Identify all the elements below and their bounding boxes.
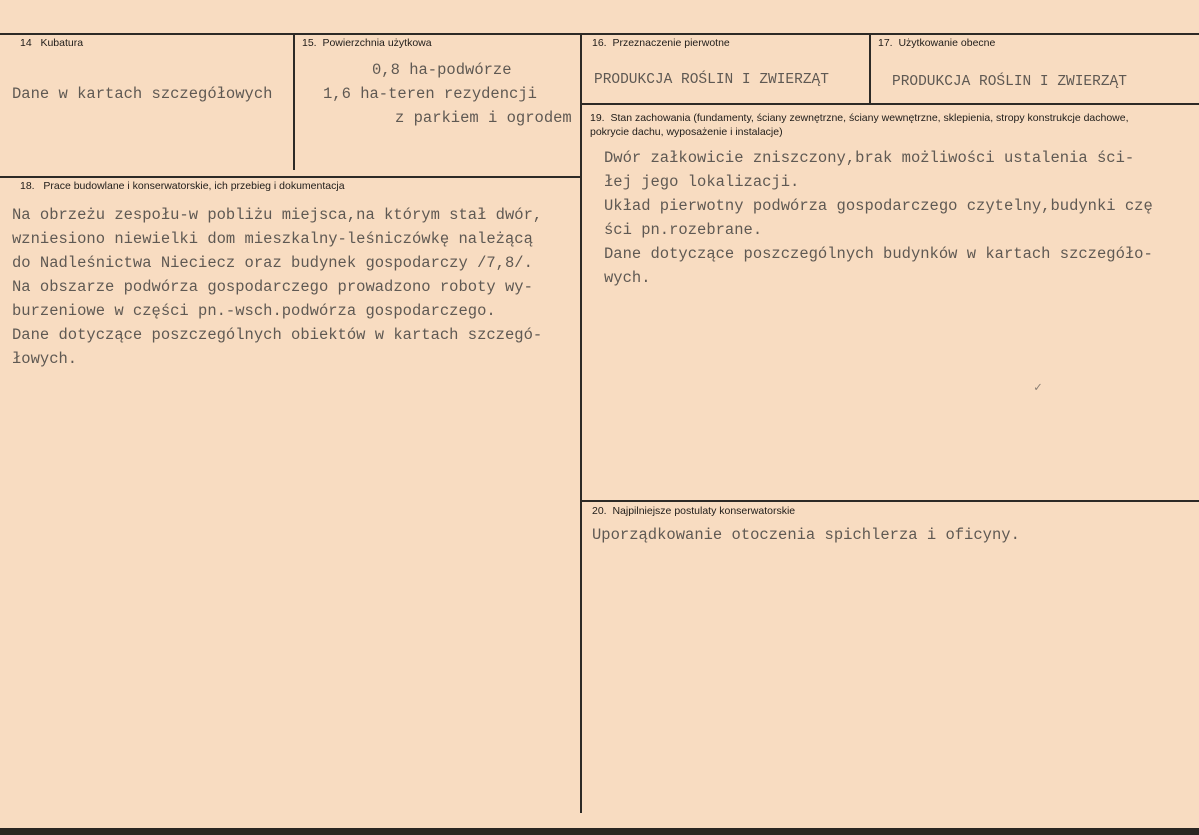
field-19-line: Dwór załkowicie zniszczony,brak możliwości ustalenia ści- [604, 149, 1135, 167]
field-18-label: Prace budowlane i konserwatorskie, ich przebieg i dokumentacja [43, 180, 345, 192]
field-16-label: Przeznaczenie pierwotne [612, 37, 730, 49]
field-20-number: 20. [592, 505, 607, 517]
pencil-tick-mark: ✓ [1034, 380, 1042, 395]
rule-col-14-15 [293, 33, 295, 170]
field-18-line: Na obszarze podwórza gospodarczego prowadzono roboty wy- [12, 278, 533, 296]
field-18-line: łowych. [12, 350, 78, 368]
field-18-line: do Nadleśnictwa Nieciecz oraz budynek gospodarczy /7,8/. [12, 254, 533, 272]
field-15-label: Powierzchnia użytkowa [322, 37, 432, 49]
rule-col-16-17 [869, 33, 871, 103]
rule-under-14-15 [0, 176, 580, 178]
field-18-line: wzniesiono niewielki dom mieszkalny-leśniczówkę należącą [12, 230, 533, 248]
field-15-number: 15. [302, 37, 317, 49]
field-19-line: wych. [604, 269, 651, 287]
field-18-line: Na obrzeżu zespołu-w pobliżu miejsca,na którym stał dwór, [12, 206, 543, 224]
field-18-number: 18. [20, 180, 35, 192]
field-19-content [604, 146, 1153, 290]
field-18-header [20, 179, 345, 193]
field-19-line: ści pn.rozebrane. [604, 221, 763, 239]
field-19-line: łej jego lokalizacji. [604, 173, 800, 191]
field-17-number: 17. [878, 37, 893, 49]
field-17-label: Użytkowanie obecne [898, 37, 996, 49]
field-18-line: Dane dotyczące poszczególnych obiektów w kartach szczegó- [12, 326, 543, 344]
rule-under-16-17 [580, 103, 1199, 105]
field-15-line-3: z parkiem i ogrodem [395, 109, 572, 127]
field-18-content [12, 203, 542, 371]
rule-under-19 [580, 500, 1199, 502]
field-19-label: Stan zachowania (fundamenty, ściany zewnętrzne, ściany wewnętrzne, sklepienia, stropy konstrukcje dachowe, pokrycie dachu, wyposażenie i instalacje) [590, 112, 1129, 138]
field-14-header [20, 36, 83, 50]
field-19-number: 19. [590, 112, 605, 124]
field-17-header [878, 36, 995, 50]
field-16-number: 16. [592, 37, 607, 49]
field-19-line: Dane dotyczące poszczególnych budynków w kartach szczegóło- [604, 245, 1153, 263]
field-16-line: PRODUKCJA ROŚLIN I ZWIERZĄT [594, 72, 829, 88]
field-20-header [592, 504, 795, 518]
field-20-line: Uporządkowanie otoczenia spichlerza i oficyny. [592, 526, 1020, 544]
field-14-line: Dane w kartach szczegółowych [12, 85, 273, 103]
rule-center [580, 33, 582, 813]
rule-top [0, 33, 1199, 35]
field-15-line-2: 1,6 ha-teren rezydencji [323, 85, 537, 103]
field-14-content [12, 82, 272, 106]
field-15-line-1: 0,8 ha-podwórze [372, 61, 512, 79]
field-18-line: burzeniowe w części pn.-wsch.podwórza gospodarczego. [12, 302, 496, 320]
field-19-line: Układ pierwotny podwórza gospodarczego czytelny,budynki czę [604, 197, 1153, 215]
field-15-header [302, 36, 432, 50]
field-17-line: PRODUKCJA ROŚLIN I ZWIERZĄT [892, 74, 1127, 90]
field-19-header [590, 111, 1170, 139]
field-20-label: Najpilniejsze postulaty konserwatorskie [612, 505, 796, 517]
field-16-header [592, 36, 730, 50]
field-14-label: Kubatura [40, 37, 84, 49]
field-14-number: 14 [20, 37, 32, 49]
